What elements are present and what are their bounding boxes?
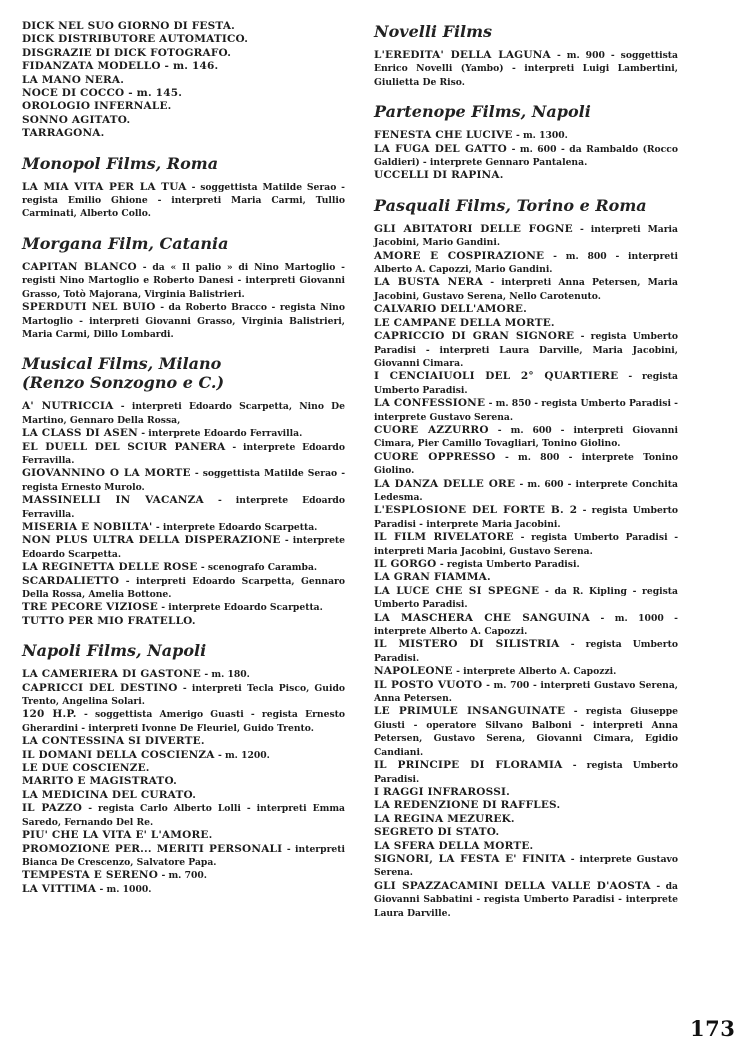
film-title: L'EREDITA' DELLA LAGUNA (374, 49, 551, 61)
film-details: - interpreti Maria Jacobini, Mario Gandini. (374, 223, 679, 249)
film-details: - scenografo Caramba. (200, 562, 318, 574)
film-details: - interprete Edoardo Scarpetta. (22, 535, 345, 560)
film-details: - da Giovanni Sabbatini - regista Umberto Paradisi - interprete Laura Darville. (374, 880, 678, 919)
film-title: LA MIA VITA PER LA TUA (22, 180, 187, 193)
film-title: LE DUE COSCIENZE. (22, 762, 150, 775)
film-details: - interprete Edoardo Scarpetta. (161, 602, 323, 614)
list-item (22, 261, 345, 301)
studio-heading-musical-sub: (Renzo Sonzogno e C.) (22, 373, 225, 393)
studio-heading-musical: Musical Films, Milano (22, 354, 222, 374)
list-item (22, 427, 345, 440)
list-item (374, 840, 678, 853)
film-title: LA MEDICINA DEL CURATO. (22, 788, 197, 801)
film-details: - m. 800 - interpreti Alberto A. Capozzi, Mario Gandini. (374, 250, 678, 276)
list-item (374, 276, 678, 303)
film-details: - interpreti Edoardo Scarpetta, Gennaro Della Rossa, Amelia Bottone. (22, 575, 346, 600)
film-details: - regista Umberto Paradisi. (374, 371, 679, 396)
list-item (374, 585, 678, 612)
list-item (22, 33, 345, 46)
list-item (22, 74, 345, 87)
film-title: NAPOLEONE (374, 665, 453, 678)
list-item (374, 330, 678, 370)
film-title: IL POSTO VUOTO (374, 678, 483, 691)
list-item (374, 478, 678, 505)
film-title: LA GRAN FIAMMA. (374, 571, 491, 584)
list-item (374, 317, 678, 330)
film-title: MARITO E MAGISTRATO. (22, 775, 178, 788)
film-details: - m. 1000. (99, 883, 152, 895)
film-details: - da Roberto Bracco - regista Nino Martoglio - interpreti Giovanni Grasso, Virginia Balistrieri, Maria Carmi, Dillo Lombardi. (22, 302, 345, 340)
film-details: - regista Umberto Paradisi - interpreti Maria Jacobini, Gustavo Serena. (374, 532, 679, 557)
film-title: CAPRICCIO DI GRAN SIGNORE (374, 330, 575, 343)
film-title: LA LUCE CHE SI SPEGNE (374, 584, 540, 597)
film-details: - m. 1300. (515, 130, 568, 142)
film-details: - m. 180. (204, 669, 250, 681)
list-item (374, 638, 678, 665)
list-item (22, 601, 345, 614)
list-item (22, 829, 345, 842)
film-title: FIDANZATA MODELLO - m. 146. (22, 60, 219, 73)
list-item (22, 301, 345, 341)
film-title: IL FILM RIVELATORE (374, 531, 514, 544)
film-details: - regista Umberto Paradisi. (374, 639, 678, 664)
film-title: LA MANO NERA. (22, 73, 125, 86)
list-item (374, 169, 678, 182)
list-item (374, 49, 678, 89)
left-column (22, 20, 345, 896)
film-details: - interpreti Bianca De Crescenzo, Salvatore Papa. (22, 843, 345, 868)
film-title: PIU' CHE LA VITA E' L'AMORE. (22, 829, 213, 842)
list-item (22, 668, 345, 681)
film-title: FENESTA CHE LUCIVE (374, 129, 513, 142)
film-title: SIGNORI, LA FESTA E' FINITA (374, 852, 566, 865)
list-item (374, 370, 678, 397)
list-item (374, 504, 678, 531)
film-title: L'ESPLOSIONE DEL FORTE B. 2 (374, 504, 578, 517)
list-item (374, 799, 678, 812)
film-title: IL MISTERO DI SILISTRIA (374, 638, 560, 651)
list-item (22, 494, 345, 521)
list-item (22, 60, 345, 73)
film-title: IL GORGO (374, 558, 437, 570)
film-title: LE PRIMULE INSANGUINATE (374, 705, 566, 718)
film-title: CAPRICCI DEL DESTINO (22, 681, 178, 694)
film-title: CALVARIO DELL'AMORE. (374, 303, 527, 316)
list-item (22, 100, 345, 113)
list-item (374, 143, 678, 170)
film-details: - da R. Kipling - regista Umberto Paradisi. (374, 585, 678, 611)
list-item (22, 843, 345, 870)
film-details: - soggettista Matilde Serao - regista Ernesto Murolo. (22, 468, 346, 493)
film-title: I RAGGI INFRAROSSI. (374, 785, 510, 798)
list-item (374, 705, 678, 759)
list-item (374, 665, 678, 678)
film-title: EL DUELL DEL SCIUR PANERA (22, 440, 226, 453)
studio-heading-partenope: Partenope Films, Napoli (374, 102, 591, 122)
studio-heading-pasquali: Pasquali Films, Torino e Roma (374, 195, 647, 215)
film-title: LA REGINETTA DELLE ROSE (22, 561, 198, 574)
list-item (374, 424, 678, 451)
film-title: GLI SPAZZACAMINI DELLA VALLE D'AOSTA (374, 879, 651, 892)
film-details: - m. 1000 - interprete Alberto A. Capozzi. (374, 612, 678, 638)
film-title: IL DOMANI DELLA COSCIENZA (22, 748, 215, 761)
list-item (374, 880, 678, 920)
list-item (22, 47, 345, 60)
list-item (22, 615, 345, 628)
film-details: - regista Carlo Alberto Lolli - interpreti Emma Saredo, Fernando Del Re. (22, 803, 346, 828)
list-item (22, 883, 345, 896)
list-item (22, 735, 345, 748)
film-title: LA CAMERIERA DI GASTONE (22, 668, 202, 681)
film-details: - regista Umberto Paradisi - interpreti Laura Darville, Maria Jacobini, Giovanni Cimara. (374, 331, 678, 369)
film-title: LA FUGA DEL GATTO (374, 142, 507, 155)
film-title: MASSINELLI IN VACANZA (22, 494, 204, 507)
film-details: - interprete Alberto A. Capozzi. (456, 666, 617, 678)
film-title: CUORE OPPRESSO (374, 450, 496, 463)
film-title: LA CONFESSIONE (374, 397, 486, 410)
film-details: - regista Umberto Paradisi. (439, 559, 580, 570)
film-title: IL PAZZO (22, 802, 83, 815)
film-title: PROMOZIONE PER... MERITI PERSONALI (22, 842, 283, 855)
film-title: SONNO AGITATO. (22, 113, 131, 126)
list-item (374, 679, 678, 706)
film-title: TEMPESTA E SERENO (22, 869, 159, 882)
film-details: - da « Il palio » di Nino Martoglio - registi Nino Martoglio e Roberto Danesi - interpreti Giovanni Grasso, Totò Majorana, Virginia Balistrieri. (22, 261, 345, 300)
film-title: LA CONTESSINA SI DIVERTE. (22, 735, 205, 748)
film-details: - interprete Edoardo Ferravilla. (22, 441, 345, 466)
film-title: TUTTO PER MIO FRATELLO. (22, 614, 196, 627)
list-item (374, 129, 678, 142)
film-title: LA SFERA DELLA MORTE. (374, 839, 534, 852)
film-details: - interprete Gustavo Serena. (374, 853, 678, 879)
list-item (22, 775, 345, 788)
film-details: - m. 700. (161, 870, 207, 882)
film-title: TARRAGONA. (22, 127, 105, 140)
film-title: OROLOGIO INFERNALE. (22, 100, 172, 113)
list-item (22, 575, 345, 602)
list-item (374, 558, 678, 571)
film-title: LA DANZA DELLE ORE (374, 477, 516, 490)
list-item (374, 250, 678, 277)
studio-heading-novelli: Novelli Films (374, 22, 493, 41)
list-item (22, 789, 345, 802)
film-title: LA BUSTA NERA (374, 276, 483, 289)
film-details: - interpreti Edoardo Scarpetta, Nino De Martino, Gennaro Della Rossa, (22, 401, 345, 426)
film-title: AMORE E COSPIRAZIONE (374, 249, 545, 262)
list-item (22, 114, 345, 127)
list-item (374, 303, 678, 316)
list-item (374, 531, 678, 558)
film-title: LE CAMPANE DELLA MORTE. (374, 316, 555, 329)
list-item (22, 181, 345, 221)
film-title: DICK NEL SUO GIORNO DI FESTA. (22, 20, 236, 32)
list-item (374, 853, 678, 880)
film-title: GIOVANNINO O LA MORTE (22, 467, 191, 480)
film-title: CUORE AZZURRO (374, 423, 489, 436)
film-details: - m. 600 - interprete Conchita Ledesma. (374, 478, 678, 503)
list-item (22, 467, 345, 494)
film-title: NOCE DI COCCO - m. 145. (22, 87, 183, 100)
film-details: - soggettista Matilde Serao - regista Emilio Ghione - interpreti Maria Carmi, Tullio Carminati, Alberto Collo. (22, 181, 345, 220)
film-details: - regista Umberto Paradisi. (374, 760, 678, 785)
film-title: DISGRAZIE DI DICK FOTOGRAFO. (22, 46, 232, 59)
film-title: GLI ABITATORI DELLE FOGNE (374, 222, 573, 235)
list-item (22, 521, 345, 534)
list-item (22, 762, 345, 775)
list-item (374, 813, 678, 826)
film-details: - soggettista Amerigo Guasti - regista Ernesto Gherardini - interpreti Ivonne De Fleuriel, Guido Trento. (22, 709, 346, 734)
list-item (374, 571, 678, 584)
list-item (374, 612, 678, 639)
film-details: - m. 850 - regista Umberto Paradisi - interprete Gustavo Serena. (374, 398, 678, 423)
page-number: 173 (690, 1016, 736, 1041)
list-item (22, 87, 345, 100)
film-title: LA VITTIMA (22, 882, 97, 895)
film-details: - regista Giuseppe Giusti - operatore Silvano Balboni - interpreti Anna Petersen, Gustavo Serena, Giovanni Cimara, Egidio Candiani. (374, 706, 678, 758)
film-title: SEGRETO DI STATO. (374, 826, 500, 839)
list-item (22, 20, 345, 33)
film-title: IL PRINCIPE DI FLORAMIA (374, 759, 563, 772)
studio-heading-monopol: Monopol Films, Roma (22, 153, 219, 173)
list-item (374, 759, 678, 786)
film-title: SPERDUTI NEL BUIO (22, 301, 156, 314)
film-details: - regista Umberto Paradisi - interprete Maria Jacobini. (374, 505, 678, 530)
film-details: - m. 1200. (217, 749, 270, 761)
list-item (374, 397, 678, 424)
list-item (22, 802, 345, 829)
film-details: - interprete Edoardo Ferravilla. (141, 428, 303, 440)
film-title: UCCELLI DI RAPINA. (374, 169, 504, 182)
list-item (374, 786, 678, 799)
film-details: - interprete Edoardo Ferravilla. (22, 495, 345, 520)
list-item (22, 749, 345, 762)
film-title: LA REGINA MEZUREK. (374, 812, 515, 825)
right-column (374, 20, 678, 920)
film-title: I CENCIAIUOLI DEL 2° QUARTIERE (374, 370, 619, 383)
film-title: TRE PECORE VIZIOSE (22, 601, 158, 614)
film-title: 120 H.P. (22, 708, 77, 721)
list-item (22, 127, 345, 140)
list-item (374, 451, 678, 478)
film-title: LA MASCHERA CHE SANGUINA (374, 611, 590, 624)
film-details: - interpreti Anna Petersen, Maria Jacobini, Gustavo Serena, Nello Carotenuto. (374, 277, 678, 302)
film-details: - m. 800 - interprete Tonino Giolino. (374, 451, 679, 477)
film-title: SCARDALIETTO (22, 574, 120, 587)
film-title: LA REDENZIONE DI RAFFLES. (374, 799, 561, 812)
film-details: - interprete Edoardo Scarpetta. (155, 521, 318, 533)
film-details: - m. 600 - interpreti Giovanni Cimara, Pier Camillo Tovagliari, Tonino Giolino. (374, 424, 678, 450)
film-title: CAPITAN BLANCO (22, 260, 137, 273)
list-item (22, 682, 345, 709)
film-details: - interpreti Tecla Pisco, Guido Trento, Angelina Solari. (22, 682, 345, 708)
film-title: A' NUTRICCIA (22, 400, 114, 413)
list-item (22, 561, 345, 574)
film-details: - m. 600 - da Rambaldo (Rocco Galdieri) - interprete Gennaro Pantalena. (374, 143, 678, 169)
film-title: DICK DISTRIBUTORE AUTOMATICO. (22, 33, 249, 46)
list-item (374, 223, 678, 250)
film-title: LA CLASS DI ASEN (22, 427, 138, 440)
film-title: NON PLUS ULTRA DELLA DISPERAZIONE (22, 534, 281, 547)
list-item (22, 869, 345, 882)
film-details: - m. 900 - soggettista Enrico Novelli (Yambo) - interpreti Luigi Lambertini, Giulietta De Riso. (374, 50, 678, 88)
film-details: - m. 700 - interpreti Gustavo Serena, Anna Petersen. (374, 679, 678, 705)
list-item (22, 708, 345, 735)
studio-heading-napoli: Napoli Films, Napoli (22, 641, 207, 661)
list-item (22, 400, 345, 427)
list-item (22, 534, 345, 561)
list-item (374, 826, 678, 839)
studio-heading-morgana: Morgana Film, Catania (22, 233, 229, 253)
list-item (22, 441, 345, 468)
film-title: MISERIA E NOBILTA' (22, 520, 153, 533)
